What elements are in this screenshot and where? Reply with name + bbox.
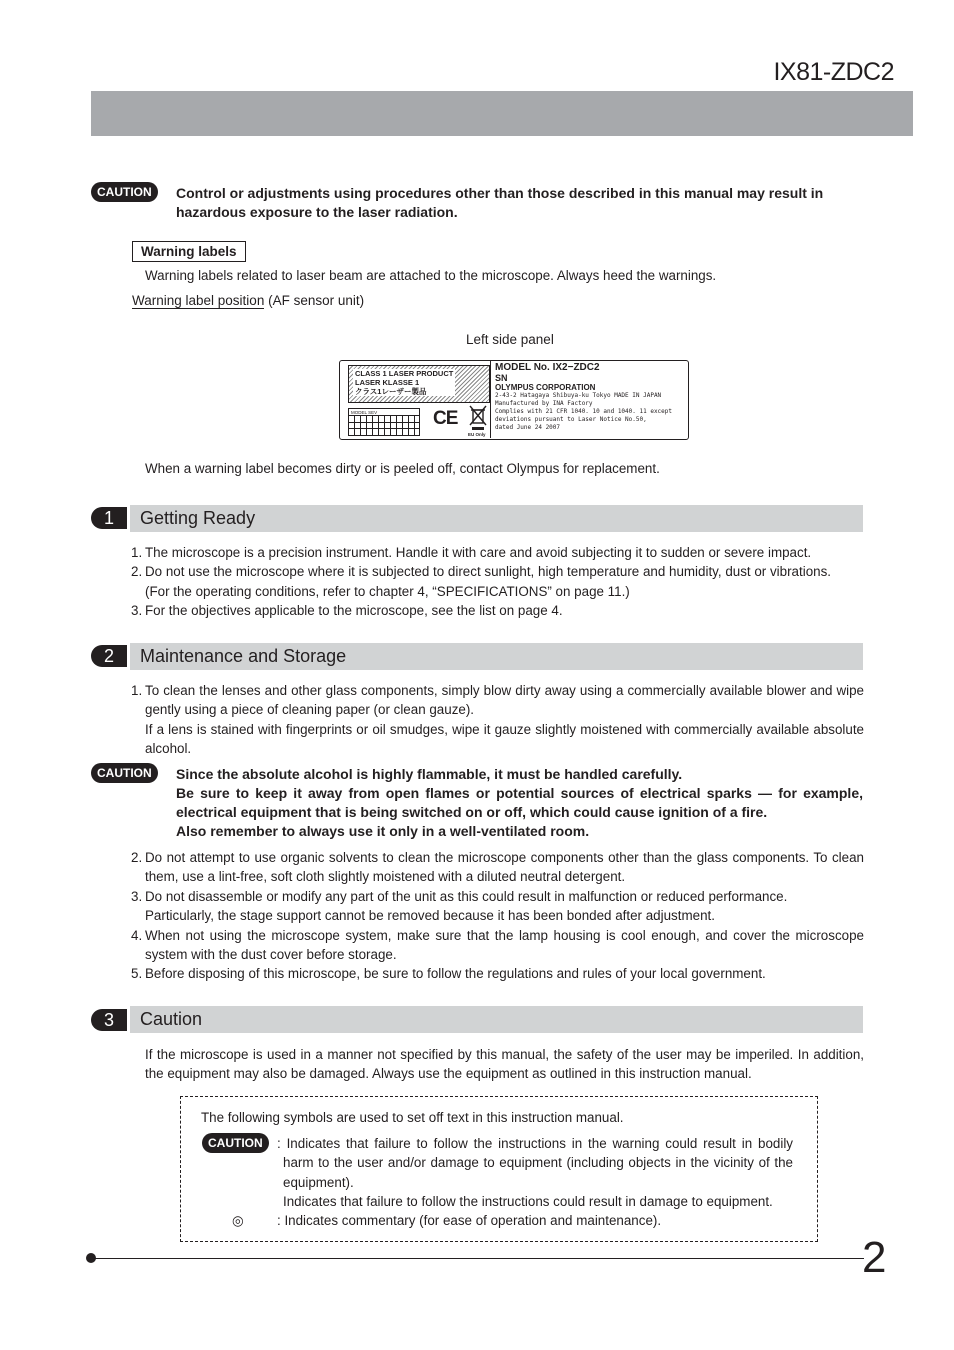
laser-class-line3: クラス1レーザー製品 xyxy=(355,387,427,396)
caution-line: Since the absolute alcohol is highly flammable, it must be handled carefully. xyxy=(176,766,683,782)
label-company: OLYMPUS CORPORATION xyxy=(495,383,596,392)
label-comp2: deviations pursuant to Laser Notice No.50, xyxy=(495,416,647,423)
note-description: : Indicates commentary (for ease of operation and maintenance). xyxy=(277,1213,662,1228)
laser-caution-text: Control or adjustments using procedures other than those described in this manual may result in hazardous exposure to the laser radiation. xyxy=(176,185,824,220)
list-item-number: 1. xyxy=(131,683,143,698)
label-comp1: Complies with 21 CFR 1040. 10 and 1040. 11 except xyxy=(495,408,673,415)
serial-grid-head: MODEL SEV xyxy=(349,409,419,416)
caution-badge xyxy=(91,182,158,202)
serial-grid-rule xyxy=(349,428,419,429)
section-header-bar xyxy=(130,1006,863,1033)
laser-class-line1: CLASS 1 LASER PRODUCT xyxy=(355,369,454,378)
list-item-number: 3. xyxy=(131,888,143,904)
list-item-text: (For the operating conditions, refer to chapter 4, “SPECIFICATIONS” on page 11.) xyxy=(145,583,630,599)
section-header-bar xyxy=(130,643,863,670)
caution-badge-label: CAUTION xyxy=(202,1133,269,1153)
laser-class-text xyxy=(353,369,455,396)
symbols-legend-box xyxy=(180,1096,818,1242)
label-divider xyxy=(490,361,491,438)
list-item-text: The microscope is a precision instrument. Handle it with care and avoid subjecting it to sudden or severe impact. xyxy=(145,545,812,560)
section-number: 1 xyxy=(91,507,127,529)
ce-mark: CE xyxy=(433,408,458,429)
caution-badge-label: CAUTION xyxy=(91,182,158,202)
label-comp3: dated June 24 2007 xyxy=(495,424,561,431)
label-model-line: MODEL No. IX2−ZDC2 xyxy=(495,362,600,373)
label-mfr: Manufactured by INA Factory xyxy=(495,400,593,407)
weee-bin-icon xyxy=(468,405,488,433)
list-item xyxy=(131,848,864,887)
footer-dot xyxy=(86,1253,96,1263)
serial-grid-rule xyxy=(349,422,419,423)
serial-grid xyxy=(348,408,420,436)
model-title: IX81-ZDC2 xyxy=(773,58,894,86)
list-item xyxy=(131,562,864,601)
section-title: Getting Ready xyxy=(140,508,256,528)
replacement-note: When a warning label becomes dirty or is peeled off, contact Olympus for replacement. xyxy=(145,461,660,476)
page-number: 2 xyxy=(862,1233,887,1282)
list-item-text: Do not disassemble or modify any part of the unit as this could result in malfunction or reduced performance. xyxy=(145,888,788,904)
caution-badge xyxy=(202,1133,269,1153)
list-item xyxy=(131,887,864,926)
section-title: Maintenance and Storage xyxy=(140,646,347,666)
getting-ready-list xyxy=(131,543,864,621)
list-item-number: 4. xyxy=(131,927,143,943)
list-item xyxy=(131,926,864,965)
label-sn: SN xyxy=(495,373,508,383)
list-item-text: Do not use the microscope where it is subjected to direct sunlight, high temperature and humidity, dust or vibrations. xyxy=(145,564,832,580)
header-bar xyxy=(91,91,913,136)
section-header-bar xyxy=(130,505,863,532)
section-title: Caution xyxy=(140,1009,203,1029)
warning-labels-heading: Warning labels xyxy=(132,241,246,262)
warning-label-position-title: Warning label position xyxy=(132,293,265,308)
alcohol-caution-text xyxy=(176,765,863,841)
laser-warning-label xyxy=(339,360,689,440)
footer-rule xyxy=(91,1258,864,1259)
damage-description: Indicates that failure to follow the instructions could result in damage to equipment. xyxy=(283,1194,773,1209)
list-item-number: 1. xyxy=(131,545,143,560)
laser-class-hatch xyxy=(348,365,490,403)
list-item-text: For the objectives applicable to the microscope, see the list on page 4. xyxy=(145,603,563,619)
list-item-number: 2. xyxy=(131,850,143,865)
caution-paragraph: If the microscope is used in a manner not specified by this manual, the safety of the user may be imperiled. In addition, the equipment may also be damaged. Always use the equipment as outlined in this instruction manual. xyxy=(145,1047,864,1082)
list-item-number: 3. xyxy=(131,603,143,619)
label-fine-print xyxy=(495,392,672,432)
note-icon: ◎ xyxy=(232,1213,244,1228)
label-addr: 2-43-2 Hatagaya Shibuya-ku Tokyo MADE IN JAPAN xyxy=(495,392,662,399)
caution-line: Be sure to keep it away from open flames or potential sources of electrical sparks — for example, electrical equipment that is being switched on or off, which could cause ignition of a fire. xyxy=(176,785,863,820)
list-item-text: If a lens is stained with fingerprints or oil smudges, wipe it gauze slightly moistened with commercially available absolute alcohol. xyxy=(145,721,864,757)
laser-class-line2: LASER KLASSE 1 xyxy=(355,378,420,387)
list-item xyxy=(131,964,864,983)
warning-label-position-suffix: (AF sensor unit) xyxy=(264,293,365,308)
maintenance-list-part2 xyxy=(131,848,864,984)
caution-line: Also remember to always use it only in a well-ventilated room. xyxy=(176,823,590,839)
section-number: 2 xyxy=(91,645,127,667)
list-item xyxy=(131,601,864,620)
list-item-text: When not using the microscope system, make sure that the lamp housing is cool enough, and cover the microscope system with the dust cover before storage. xyxy=(145,927,864,963)
list-item-number: 5. xyxy=(131,966,143,982)
caution-badge-label: CAUTION xyxy=(91,763,158,783)
section-number: 3 xyxy=(91,1009,127,1031)
list-item-text: To clean the lenses and other glass components, simply blow dirty away using a commercially available blower and wipe gently using a piece of cleaning paper (or clean gauze). xyxy=(145,683,864,718)
list-item-text: Particularly, the stage support cannot be removed because it has been bonded after adjustment. xyxy=(145,908,715,924)
warning-label-position xyxy=(132,293,364,308)
list-item xyxy=(131,681,864,759)
caution-badge xyxy=(91,763,158,783)
warning-labels-description: Warning labels related to laser beam are attached to the microscope. Always heed the warnings. xyxy=(145,268,717,283)
list-item-number: 2. xyxy=(131,564,143,580)
left-side-panel-caption: Left side panel xyxy=(466,332,554,347)
eu-only-text: EU Only xyxy=(468,432,486,437)
list-item-text: Do not attempt to use organic solvents to clean the microscope components other than the glass components. To clean them, use a lint-free, soft cloth slightly moistened with a diluted neutral detergent. xyxy=(145,850,864,885)
maintenance-list-part1 xyxy=(131,681,864,759)
list-item xyxy=(131,543,864,562)
symbols-intro: The following symbols are used to set off text in this instruction manual. xyxy=(201,1110,624,1125)
caution-symbol-description: : Indicates that failure to follow the instructions in the warning could result in bodily harm to the user and/or damage to equipment (including objects in the vicinity of the equipment). xyxy=(277,1136,793,1190)
list-item-text: Before disposing of this microscope, be sure to follow the regulations and rules of your local government. xyxy=(145,966,766,982)
